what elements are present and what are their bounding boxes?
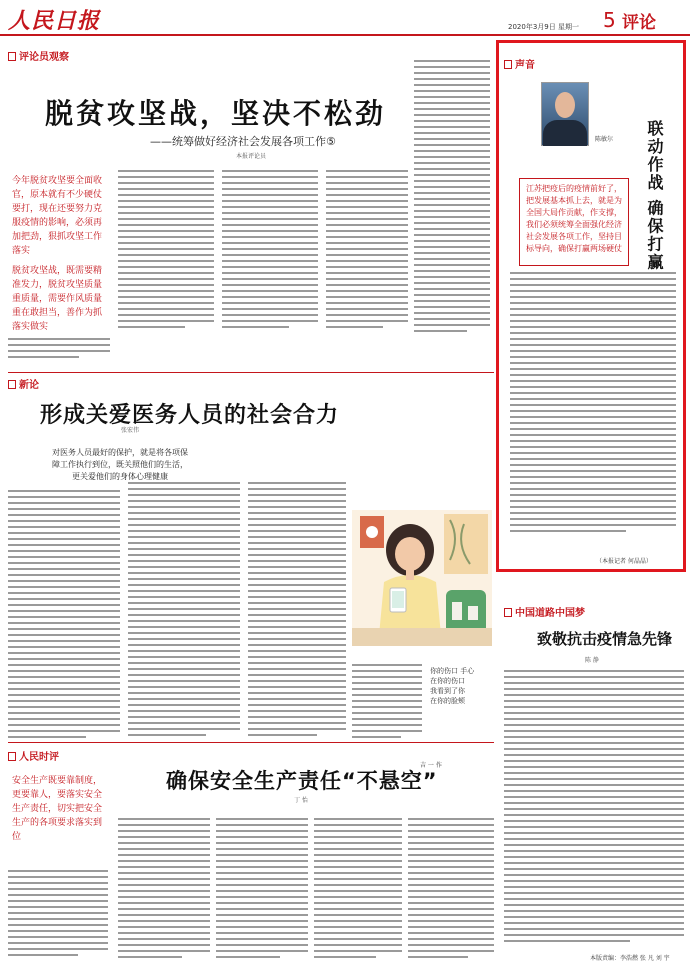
article-body-column [222, 170, 318, 332]
page-number: 5 [603, 8, 616, 32]
section-divider [8, 372, 494, 373]
article-body-column [326, 170, 408, 332]
column-mark-icon [8, 52, 16, 61]
column-heading-voice: 声音 [504, 56, 535, 71]
article-body-column [248, 482, 346, 740]
date-line: 2020年3月9日 星期一 [508, 23, 579, 31]
poem [430, 666, 488, 706]
lead-article-author: 本报评论员 [236, 153, 267, 160]
article-body-column [128, 482, 240, 740]
article-body-column [314, 818, 402, 962]
poem-line: 在你的脸颊 [430, 697, 465, 705]
poem-line: 我看到了你 [430, 687, 465, 695]
masthead [0, 0, 690, 36]
lead-article-title: 脱贫攻坚战，坚决不松劲 [45, 97, 387, 130]
article-body-column [352, 664, 422, 742]
poem-line: 在你的伤口 [430, 677, 465, 685]
voice-body [510, 272, 676, 536]
china-road-author: 陈 静 [585, 657, 599, 664]
column-heading-china-road: 中国道路中国梦 [504, 604, 585, 619]
china-road-body [504, 670, 684, 946]
section-divider [8, 742, 494, 743]
voice-headline: 联动作战 确保打赢 [645, 120, 664, 272]
article-body-column [118, 818, 210, 962]
illustration-doctor-phone [352, 510, 492, 646]
new-theory-title: 形成关爱医务人员的社会合力 [40, 403, 340, 428]
people-review-title: 确保安全生产责任“不悬空” [166, 769, 438, 793]
article-body-column [8, 870, 108, 960]
column-heading-people-review: 人民时评 [8, 748, 59, 763]
article-body-column [414, 60, 490, 336]
voice-pull-quote: 江苏把疫后的疫情前好了，把发展基本抓上去，就是为全国大局作贡献，作支撑，我们必须统筹全面强化经济社会发展各项工作，坚持目标导向，确保打赢两场硬仗 [519, 178, 629, 266]
voice-byline: （本报记者 何晶晶） [596, 558, 652, 565]
newspaper-logo: 人民日报 [8, 8, 101, 34]
china-road-title: 致敬抗击疫情急先锋 [537, 630, 673, 648]
people-review-author: 丁 怡 [294, 797, 308, 804]
illustration-credit: 吉 一 作 [420, 762, 442, 769]
poem-line: 你的伤口 手心 [430, 667, 475, 675]
column-mark-icon [504, 60, 512, 69]
speaker-name: 陈敏尔 [595, 136, 614, 143]
section-name: 评论 [622, 13, 656, 33]
article-body-column [8, 490, 120, 742]
new-theory-author: 张宏伟 [121, 427, 140, 434]
column-heading-new-theory: 新论 [8, 376, 39, 391]
article-body-column [408, 818, 494, 962]
column-mark-icon [8, 752, 16, 761]
page-editors: 本版责编：李浩燃 张 凡 刘 宇 [590, 955, 670, 962]
pull-quote: 今年脱贫攻坚要全面收官，原本就有不少硬仗要打，现在还要努力克服疫情的影响，必须再加把劲，狠抓攻坚工作落实 [10, 172, 108, 250]
lead-article-subtitle: ——统筹做好经济社会发展各项工作⑤ [150, 135, 336, 148]
pull-quote: 脱贫攻坚战，既需要精准发力，脱贫攻坚质量重质量，需要作风质量重在敢担当，善作为抓落实做实 [10, 262, 108, 332]
portrait-face [555, 92, 575, 118]
article-body-column [8, 338, 110, 362]
article-body-column [216, 818, 308, 962]
column-mark-icon [504, 608, 512, 617]
new-theory-deck: 对医务人员最好的保护，就是将各项保障工作执行到位，既关照他们的生活，更关爱他们的身体心理健康 [52, 448, 188, 481]
portrait-body [543, 120, 587, 146]
column-mark-icon [8, 380, 16, 389]
pull-quote: 安全生产既要靠制度，更要靠人，要落实安全生产责任，切实把安全生产的各项要求落实到位 [10, 772, 106, 856]
article-body-column [118, 170, 214, 332]
column-heading-commentary: 评论员观察 [8, 48, 69, 63]
